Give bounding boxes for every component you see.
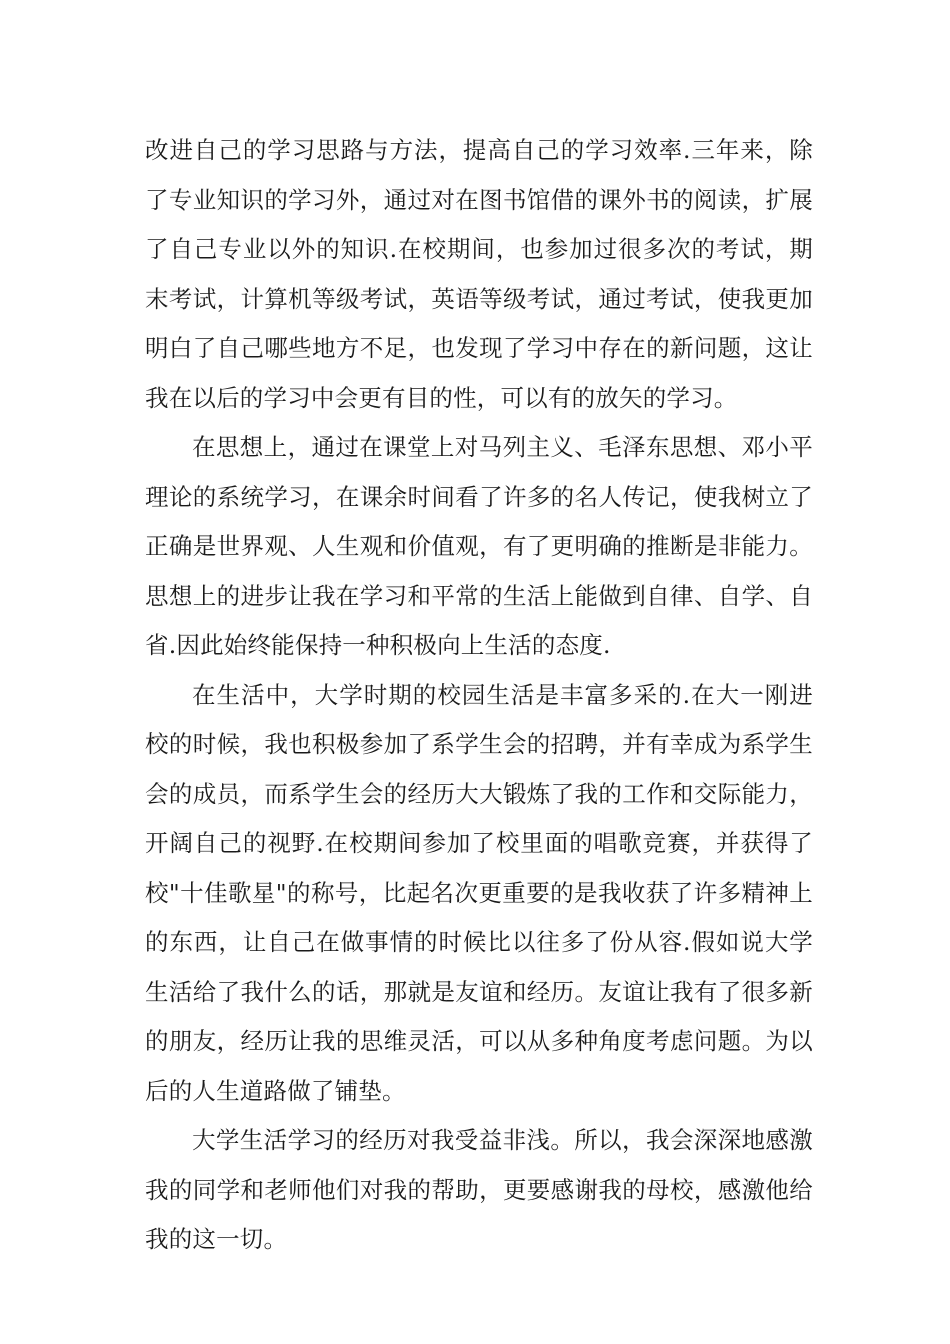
document-body — [145, 126, 813, 1265]
paragraph-thought: 在思想上，通过在课堂上对马列主义、毛泽东思想、邓小平理论的系统学习，在课余时间看了许多的名人传记，使我树立了正确是世界观、人生观和价值观，有了更明确的推断是非能力。思想上的进步让我在学习和平常的生活上能做到自律、自学、自省.因此始终能保持一种积极向上生活的态度. — [145, 433, 813, 659]
paragraph-study-methods: 改进自己的学习思路与方法，提高自己的学习效率.三年来，除了专业知识的学习外，通过对在图书馆借的课外书的阅读，扩展了自己专业以外的知识.在校期间，也参加过很多次的考试，期末考试，计算机等级考试，英语等级考试，通过考试，使我更加明白了自己哪些地方不足，也发现了学习中存在的新问题，这让我在以后的学习中会更有目的性，可以有的放矢的学习。 — [145, 136, 813, 412]
paragraph-gratitude: 大学生活学习的经历对我受益非浅。所以，我会深深地感激我的同学和老师他们对我的帮助，更要感谢我的母校，感激他给我的这一切。 — [145, 1126, 813, 1253]
paragraph-life: 在生活中，大学时期的校园生活是丰富多采的.在大一刚进校的时候，我也积极参加了系学生会的招聘，并有幸成为系学生会的成员，而系学生会的经历大大锻炼了我的工作和交际能力，开阔自己的视野.在校期间参加了校里面的唱歌竞赛，并获得了校"十佳歌星"的称号，比起名次更重要的是我收获了许多精神上的东西，让自己在做事情的时候比以往多了份从容.假如说大学生活给了我什么的话，那就是友谊和经历。友谊让我有了很多新的朋友，经历让我的思维灵活，可以从多种角度考虑问题。为以后的人生道路做了铺垫。 — [145, 680, 813, 1105]
